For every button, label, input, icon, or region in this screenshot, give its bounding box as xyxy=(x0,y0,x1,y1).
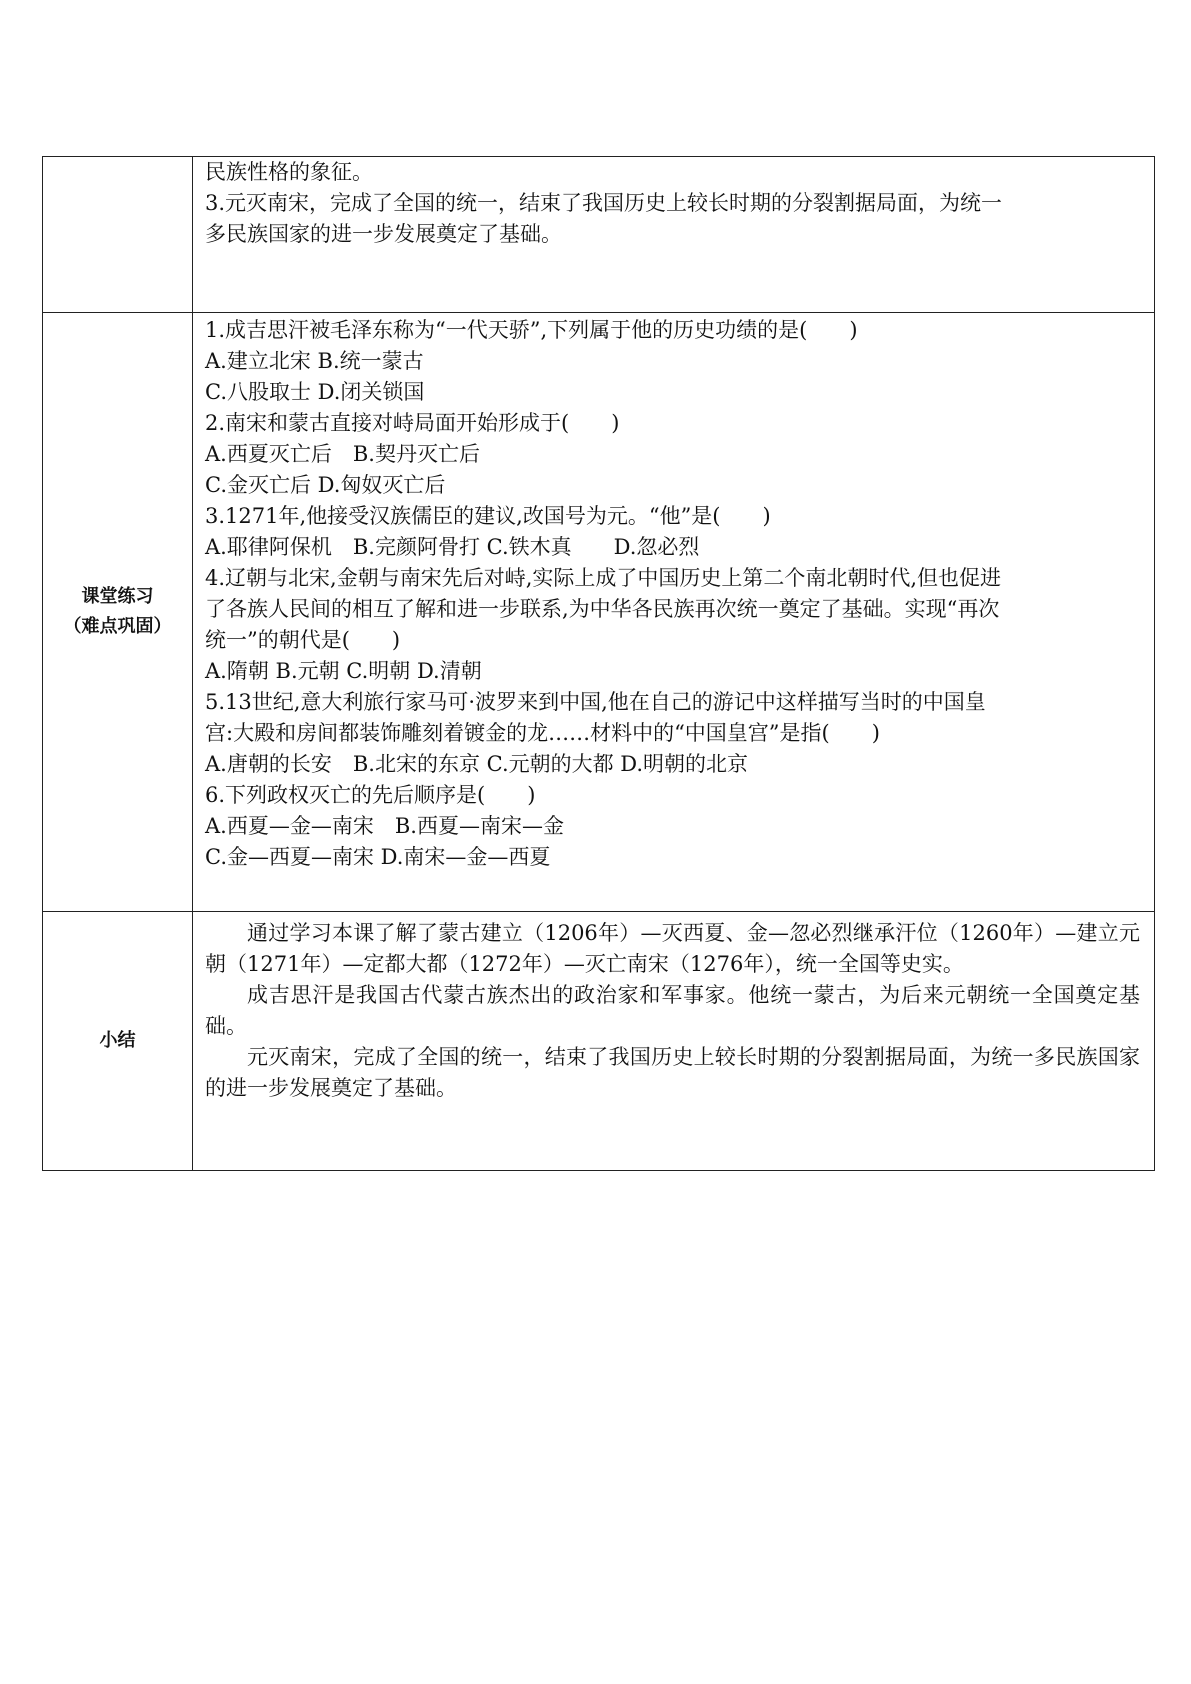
content-line: 3.元灭南宋，完成了全国的统一，结束了我国历史上较长时期的分裂割据局面，为统一 xyxy=(205,191,1003,215)
question-line: 1.成吉思汗被毛泽东称为“一代天骄”,下列属于他的历史功绩的是( ) xyxy=(205,318,858,342)
row-label-empty xyxy=(43,157,193,313)
option-line: C.金灭亡后 D.匈奴灭亡后 xyxy=(205,473,446,497)
lesson-table xyxy=(42,156,1155,1171)
row-label-summary xyxy=(43,912,193,1171)
row-content-questions xyxy=(193,313,1155,912)
option-line: A.西夏—金—南宋 B.西夏—南宋—金 xyxy=(205,814,564,838)
question-line: 宫:大殿和房间都装饰雕刻着镀金的龙……材料中的“中国皇宫”是指( ) xyxy=(205,721,880,745)
row-content-continuation xyxy=(193,157,1155,313)
content-line: 民族性格的象征。 xyxy=(205,160,373,184)
option-line: C.八股取士 D.闭关锁国 xyxy=(205,380,425,404)
row-label-line: 课堂练习 xyxy=(81,586,154,607)
question-line: 2.南宋和蒙古直接对峙局面开始形成于( ) xyxy=(205,411,620,435)
option-line: A.建立北宋 B.统一蒙古 xyxy=(205,349,424,373)
option-line: A.西夏灭亡后 B.契丹灭亡后 xyxy=(205,442,480,466)
question-line: 统一”的朝代是( ) xyxy=(205,628,401,652)
question-line: 3.1271年,他接受汉族儒臣的建议,改国号为元。“他”是( ) xyxy=(205,504,771,528)
question-line: 4.辽朝与北宋,金朝与南宋先后对峙,实际上成了中国历史上第二个南北朝时代,但也促进 xyxy=(205,566,1002,590)
option-line: C.金—西夏—南宋 D.南宋—金—西夏 xyxy=(205,845,551,869)
option-line: A.唐朝的长安 B.北宋的东京 C.元朝的大都 D.明朝的北京 xyxy=(205,752,749,776)
option-line: A.耶律阿保机 B.完颜阿骨打 C.铁木真 D.忽必烈 xyxy=(205,535,700,559)
table-row-classroom-practice xyxy=(43,313,1155,912)
question-line: 6.下列政权灭亡的先后顺序是( ) xyxy=(205,783,536,807)
question-line: 5.13世纪,意大利旅行家马可·波罗来到中国,他在自己的游记中这样描写当时的中国皇 xyxy=(205,690,986,714)
summary-paragraph: 成吉思汗是我国古代蒙古族杰出的政治家和军事家。他统一蒙古，为后来元朝统一全国奠定基础。 xyxy=(205,983,1140,1038)
content-line: 多民族国家的进一步发展奠定了基础。 xyxy=(205,222,562,246)
row-label-line: 小结 xyxy=(99,1030,136,1051)
summary-paragraph: 元灭南宋，完成了全国的统一，结束了我国历史上较长时期的分裂割据局面，为统一多民族国家的进一步发展奠定了基础。 xyxy=(205,1045,1140,1100)
question-line: 了各族人民间的相互了解和进一步联系,为中华各民族再次统一奠定了基础。实现“再次 xyxy=(205,597,1000,621)
table-row-summary xyxy=(43,912,1155,1171)
row-label-line: （难点巩固） xyxy=(63,616,172,637)
table-row-continuation xyxy=(43,157,1155,313)
option-line: A.隋朝 B.元朝 C.明朝 D.清朝 xyxy=(205,659,482,683)
summary-paragraph: 通过学习本课了解了蒙古建立（1206年）—灭西夏、金—忽必烈继承汗位（1260年）—建立元朝（1271年）—定都大都（1272年）—灭亡南宋（1276年），统一全国等史实。 xyxy=(205,921,1140,976)
row-content-summary xyxy=(193,912,1155,1171)
row-label-classroom-practice xyxy=(43,313,193,912)
